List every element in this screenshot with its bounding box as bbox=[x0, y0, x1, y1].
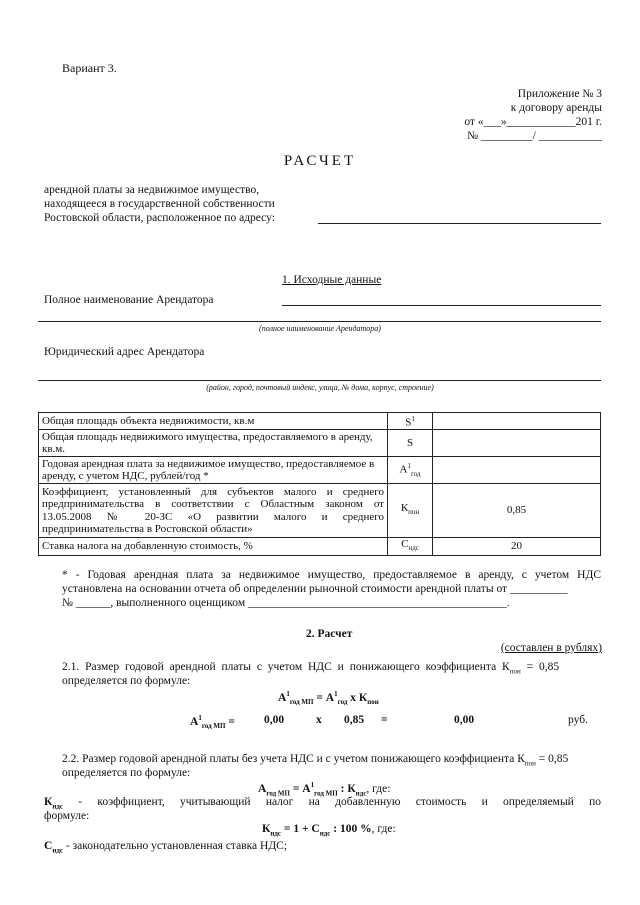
tenant-name-line-2 bbox=[38, 321, 601, 322]
row-value: 20 bbox=[433, 538, 601, 556]
p22-line-1: 2.2. Размер годовой арендной платы без учета НДС и с учетом понижающего коэффициента $К_{пон} = 0,85$ bbox=[62, 753, 569, 768]
legal-address-label: Юридический адрес Арендатора bbox=[44, 346, 205, 358]
cndc-definition: $С_{ндс}$ - законодательно установленная ставка НДС; bbox=[44, 840, 288, 855]
table-row bbox=[39, 430, 601, 457]
formula-3: $К_{ндс} = 1 + С_{ндс}$ : 100 %, где: bbox=[262, 823, 396, 838]
address-fill-line bbox=[318, 223, 601, 224]
appendix-title: Приложение № 3 bbox=[517, 88, 602, 100]
initial-data-table bbox=[38, 412, 601, 556]
legal-address-hint: (район, город, почтовый индекс, улица, № дома, корпус, строение) bbox=[206, 383, 434, 392]
calc-1-lhs: $А^1_{год МП}$ = bbox=[190, 714, 235, 731]
legal-address-line bbox=[38, 380, 601, 381]
subject-line-1: арендной платы за недвижимое имущество, bbox=[44, 184, 260, 196]
tenant-name-line-1 bbox=[282, 305, 601, 306]
table-row bbox=[39, 413, 601, 430]
footnote-line-3: № ______, выполненного оценщиком _____________________________________________. bbox=[62, 597, 510, 609]
variant-label: Вариант 3. bbox=[62, 61, 117, 75]
calc-1-eq2: = bbox=[381, 714, 388, 726]
appendix-number: № _________/ ___________ bbox=[467, 130, 602, 142]
appendix-date: от «___»____________201 г. bbox=[464, 116, 602, 128]
table-row bbox=[39, 484, 601, 538]
row-value bbox=[433, 430, 601, 457]
calc-1-a: 0,00 bbox=[264, 714, 285, 726]
row-symbol: $К_{пон}$ bbox=[388, 484, 433, 538]
row-label: Общая площадь объекта недвижимости, кв.м bbox=[39, 413, 388, 430]
row-value bbox=[433, 457, 601, 484]
subject-line-2: находящееся в государственной собственности bbox=[44, 198, 275, 210]
table-row bbox=[39, 457, 601, 484]
calc-1-op: х bbox=[316, 714, 322, 726]
row-label: Ставка налога на добавленную стоимость, % bbox=[39, 538, 388, 556]
row-symbol: $S^1$ bbox=[388, 413, 433, 430]
row-label: Общая площадь недвижимого имущества, предоставляемого в аренду, кв.м. bbox=[39, 430, 388, 457]
appendix-contract: к договору аренды bbox=[510, 102, 602, 114]
section1-heading: 1. Исходные данные bbox=[282, 274, 382, 286]
calc-1-b: 0,85 bbox=[344, 714, 365, 726]
section2-heading: 2. Расчет bbox=[306, 628, 353, 640]
tenant-name-label: Полное наименование Арендатора bbox=[44, 294, 214, 306]
formula-1: $А^1_{год МП} = А^1_{год}$ х $К_{пон}$ bbox=[278, 690, 379, 707]
formula-2: $А_{год МП} = А^1_{год МП}$ : $К_{ндс}$, где: bbox=[258, 781, 391, 798]
table-row bbox=[39, 538, 601, 556]
footnote-line-2: установлена на основании отчета об определении рыночной стоимости арендной платы от __________ bbox=[62, 583, 568, 595]
p21-line-2: определяется по формуле: bbox=[62, 675, 191, 687]
row-value: 0,85 bbox=[433, 484, 601, 538]
row-symbol: S bbox=[388, 430, 433, 457]
p22-line-2: определяется по формуле: bbox=[62, 767, 191, 779]
calc-1-result: 0,00 bbox=[454, 714, 475, 726]
tenant-name-hint: (полное наименование Арендатора) bbox=[259, 324, 381, 333]
in-rubles-note: (составлен в рублях) bbox=[500, 642, 602, 654]
row-symbol: $С_{ндс}$ bbox=[388, 538, 433, 556]
calc-1-unit: руб. bbox=[568, 714, 588, 726]
row-value bbox=[433, 413, 601, 430]
row-label: Коэффициент, установленный для субъектов малого и среднего предпринимательства в соответствии с Областным законом от 13.05.2008 № 20-ЗС «О развитии малого и среднего предпринимательства в Ростовской области» bbox=[39, 484, 388, 538]
kndc-definition: $К_{ндс}$ - коэффициент, учитывающий налог на добавленную стоимость и определяемый по формуле: bbox=[44, 796, 601, 823]
row-symbol: $А^1_{год}$ bbox=[388, 457, 433, 484]
footnote-line-1: * - Годовая арендная плата за недвижимое имущество, предоставляемое в аренду, с учетом НДС bbox=[62, 569, 601, 581]
p21-line-1: 2.1. Размер годовой арендной платы с учетом НДС и понижающего коэффициента $К_{пон} = 0,85$ bbox=[62, 661, 560, 676]
row-label: Годовая арендная плата за недвижимое имущество, предоставляемое в аренду, с учетом НДС, рублей/год * bbox=[39, 457, 388, 484]
subject-line-3: Ростовской области, расположенное по адресу: bbox=[44, 212, 275, 224]
document-title: РАСЧЕТ bbox=[283, 153, 357, 169]
